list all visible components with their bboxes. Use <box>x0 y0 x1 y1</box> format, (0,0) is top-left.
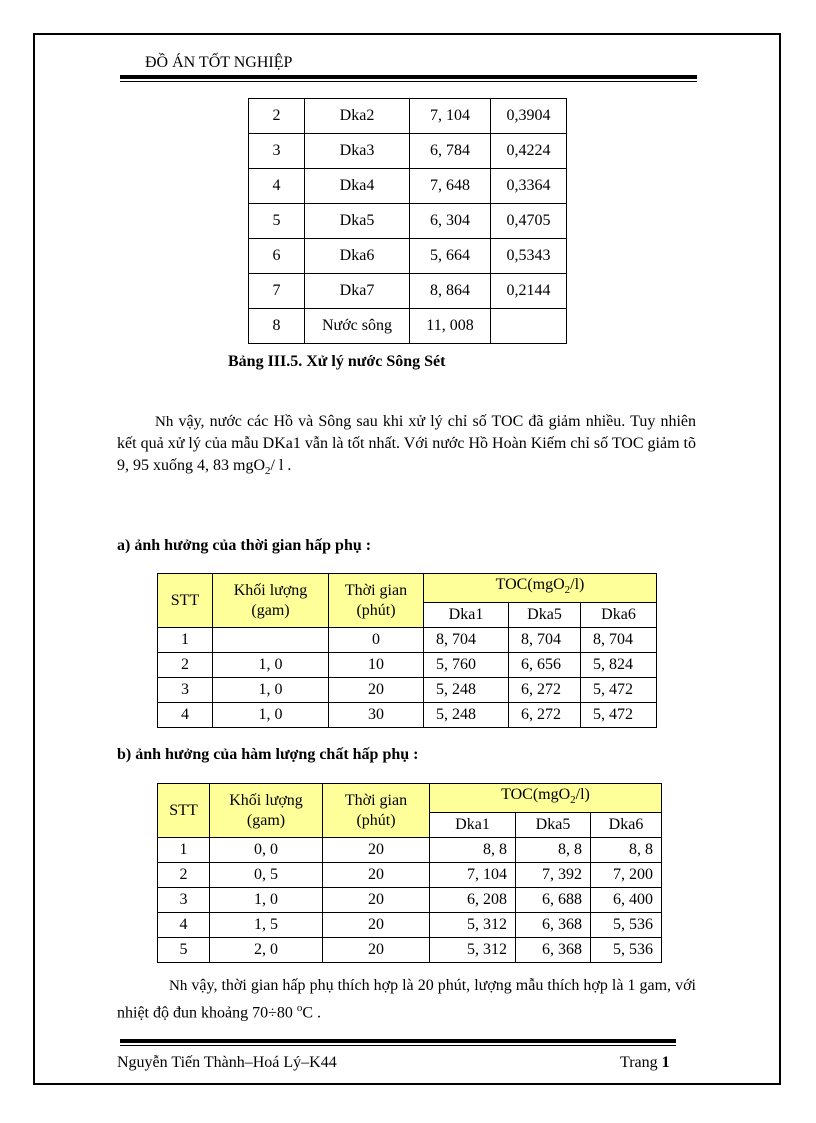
section-b-title: b) ảnh hưởng của hàm lượng chất hấp phụ : <box>117 746 419 763</box>
header-stt: STT <box>158 784 210 838</box>
table-cell: Dka5 <box>305 204 410 239</box>
table-cell: 5, 472 <box>581 678 657 703</box>
table-cell: 5, 536 <box>591 938 662 963</box>
table-cell: 1, 0 <box>210 888 323 913</box>
table-section-b-body <box>158 838 662 963</box>
table-cell: 0, 5 <box>210 863 323 888</box>
header-stt: STT <box>158 574 213 628</box>
table-row <box>158 653 657 678</box>
paragraph-tail: / l . <box>270 457 292 474</box>
table-cell: 6, 400 <box>591 888 662 913</box>
table-cell: 6, 304 <box>410 204 491 239</box>
table-cell: 7 <box>249 274 305 309</box>
paragraph-text: vậy, nước các Hồ và Sông sau khi xử lý chỉ số TOC đã giảm nhiều. Tuy nhiên kết quả xử lý của mẫu DKa1 vẫn là tốt nhất. Với nước Hồ Hoàn Kiếm chỉ số TOC giảm tõ 9, 95 xuống 4, 83 mgO <box>117 413 696 474</box>
table-cell: 8, 8 <box>430 838 516 863</box>
table-cell <box>491 309 567 344</box>
table-cell: 6, 272 <box>509 678 581 703</box>
paragraph-lead: Nh <box>155 414 174 430</box>
table-cell: 6, 368 <box>516 913 591 938</box>
table-row <box>158 838 662 863</box>
table-cell: 30 <box>329 703 424 728</box>
table-cell: 6 <box>249 239 305 274</box>
header-dka1: Dka1 <box>430 813 516 838</box>
table-song-set <box>248 98 567 344</box>
section-a-title: a) ảnh hưởng của thời gian hấp phụ : <box>117 537 372 554</box>
paragraph-text: vậy, thời gian hấp phụ thích hợp là 20 phút, lượng mẫu thích hợp là 1 gam, với nhiệt độ đun khoảng 70÷80 <box>117 977 696 1022</box>
table-cell: 0,5343 <box>491 239 567 274</box>
footer-rule-thick <box>120 1039 676 1043</box>
superscript: o <box>296 1002 303 1014</box>
table-cell: Nước sông <box>305 309 410 344</box>
table-cell: 5, 248 <box>424 678 509 703</box>
table-cell: 3 <box>249 134 305 169</box>
table-cell: 20 <box>323 838 430 863</box>
table-cell: 6, 656 <box>509 653 581 678</box>
table-cell: Dka7 <box>305 274 410 309</box>
table-cell: 5, 664 <box>410 239 491 274</box>
table-cell: 5, 472 <box>581 703 657 728</box>
table-cell: 0,4224 <box>491 134 567 169</box>
table-cell: 1, 0 <box>213 653 329 678</box>
table-cell: 1 <box>158 628 213 653</box>
header-mass: Khối lượng (gam) <box>213 574 329 628</box>
header-dka5: Dka5 <box>509 603 581 628</box>
table-cell: 0,3904 <box>491 99 567 134</box>
header-mass: Khối lượng (gam) <box>210 784 323 838</box>
table-cell: 1, 0 <box>213 703 329 728</box>
table-row <box>249 239 567 274</box>
table-row <box>158 938 662 963</box>
header-dka6: Dka6 <box>581 603 657 628</box>
table-cell: 0, 0 <box>210 838 323 863</box>
table-cell: 8, 8 <box>516 838 591 863</box>
table-cell: 7, 104 <box>410 99 491 134</box>
table-row <box>249 99 567 134</box>
table-row <box>158 888 662 913</box>
table-song-set-body <box>249 99 567 344</box>
footer-author: Nguyễn Tiến Thành–Hoá Lý–K44 <box>117 1054 337 1071</box>
table-cell: 10 <box>329 653 424 678</box>
footer-page: Trang 1 <box>620 1054 670 1071</box>
header-title: ĐỒ ÁN TỐT NGHIỆP <box>145 54 293 71</box>
header-dka6: Dka6 <box>591 813 662 838</box>
table-row <box>249 169 567 204</box>
table-row <box>158 913 662 938</box>
table-cell: 20 <box>323 913 430 938</box>
header-toc: TOC(mgO$_2$/l) <box>424 574 657 603</box>
table-cell: 20 <box>323 863 430 888</box>
table-cell: Dka4 <box>305 169 410 204</box>
paragraph-summary-1 <box>117 411 696 482</box>
table-cell: 5, 824 <box>581 653 657 678</box>
table-cell: 5, 312 <box>430 938 516 963</box>
table-cell: 0,4705 <box>491 204 567 239</box>
page-number: 1 <box>661 1054 670 1071</box>
table-cell: 5 <box>249 204 305 239</box>
table-section-a-body <box>158 628 657 728</box>
table-cell: 8, 864 <box>410 274 491 309</box>
header-rule-thick <box>120 75 697 79</box>
table-cell: 5, 760 <box>424 653 509 678</box>
table-cell: 7, 392 <box>516 863 591 888</box>
table-cell: 8, 704 <box>509 628 581 653</box>
table-caption: Bảng III.5. Xử lý nước Sông Sét <box>228 353 446 370</box>
table-cell: 5, 312 <box>430 913 516 938</box>
table-cell: 0,3364 <box>491 169 567 204</box>
table-cell: 20 <box>329 678 424 703</box>
header-toc: TOC(mgO$_2$/l) <box>430 784 662 813</box>
paragraph-summary-2 <box>117 975 696 1024</box>
table-cell <box>213 628 329 653</box>
table-cell: 7, 648 <box>410 169 491 204</box>
table-cell: 3 <box>158 888 210 913</box>
footer-rule-thin <box>120 1045 676 1046</box>
header-time: Thời gian (phút) <box>323 784 430 838</box>
table-cell: 5, 248 <box>424 703 509 728</box>
table-cell: Dka6 <box>305 239 410 274</box>
table-cell: 1, 0 <box>213 678 329 703</box>
table-row <box>249 309 567 344</box>
table-cell: 4 <box>158 913 210 938</box>
table-cell: 4 <box>158 703 213 728</box>
header-dka5: Dka5 <box>516 813 591 838</box>
subscript: 2 <box>265 465 271 478</box>
table-cell: 5 <box>158 938 210 963</box>
table-cell: 2 <box>249 99 305 134</box>
table-cell: 0 <box>329 628 424 653</box>
header-time: Thời gian (phút) <box>329 574 424 628</box>
table-row <box>158 703 657 728</box>
table-cell: 3 <box>158 678 213 703</box>
table-cell: 1 <box>158 838 210 863</box>
table-cell: 8 <box>249 309 305 344</box>
table-cell: 8, 704 <box>424 628 509 653</box>
table-cell: 6, 368 <box>516 938 591 963</box>
table-cell: 7, 104 <box>430 863 516 888</box>
table-row <box>249 274 567 309</box>
table-row <box>249 134 567 169</box>
header-dka1: Dka1 <box>424 603 509 628</box>
table-cell: 8, 8 <box>591 838 662 863</box>
table-cell: 5, 536 <box>591 913 662 938</box>
table-cell: 20 <box>323 888 430 913</box>
table-cell: 7, 200 <box>591 863 662 888</box>
table-cell: 6, 208 <box>430 888 516 913</box>
table-cell: 11, 008 <box>410 309 491 344</box>
table-cell: 6, 688 <box>516 888 591 913</box>
table-cell: 2, 0 <box>210 938 323 963</box>
paragraph-tail: C . <box>302 1004 322 1022</box>
table-row <box>158 678 657 703</box>
header-rule-thin <box>120 81 697 82</box>
paragraph-lead: Nh <box>169 978 188 994</box>
table-cell: Dka2 <box>305 99 410 134</box>
table-row <box>158 863 662 888</box>
table-cell: 0,2144 <box>491 274 567 309</box>
table-row <box>158 628 657 653</box>
table-section-a <box>157 573 657 728</box>
table-row <box>249 204 567 239</box>
table-cell: 8, 704 <box>581 628 657 653</box>
table-cell: 2 <box>158 863 210 888</box>
table-cell: 6, 272 <box>509 703 581 728</box>
table-cell: 6, 784 <box>410 134 491 169</box>
table-section-b <box>157 783 662 963</box>
table-cell: Dka3 <box>305 134 410 169</box>
table-cell: 1, 5 <box>210 913 323 938</box>
table-cell: 2 <box>158 653 213 678</box>
table-cell: 4 <box>249 169 305 204</box>
table-cell: 20 <box>323 938 430 963</box>
